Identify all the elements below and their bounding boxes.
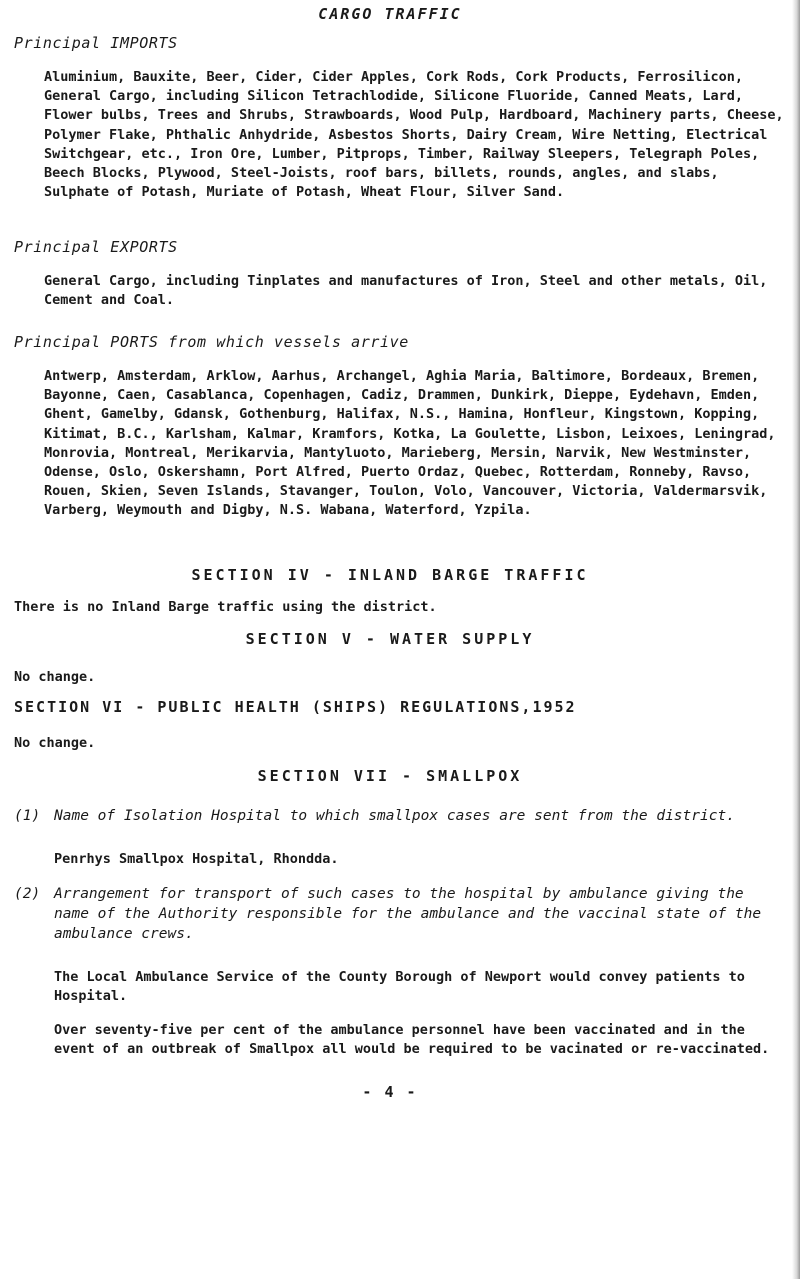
item-question: Arrangement for transport of such cases to the hospital by ambulance giving the name of the Authority responsible for the ambulance and the vaccinal state of the ambulance crews.: [54, 886, 762, 942]
exports-heading: Principal EXPORTS: [14, 238, 178, 256]
item-number: (2): [14, 886, 41, 902]
imports-text: Aluminium, Bauxite, Beer, Cider, Cider Apples, Cork Rods, Cork Products, Ferrosilicon, General Cargo, including Silicon Tetrachlodide, Silicone Fluoride, Canned Meats, Lard, Flower bulbs, Trees and Shrubs, Strawboards, Wood Pulp, Hardboard, Machinery parts, Cheese, Polymer Flake, Phthalic Anhydride, Asbestos Shorts, Dairy Cream, Wire Netting, Electrical Switchgear, etc., Iron Ore, Lumber, Pitprops, Timber, Railway Sleepers, Telegraph Poles, Beech Blocks, Plywood, Steel-Joists, roof bars, billets, rounds, angles, and slabs, Sulphate of Potash, Muriate of Potash, Wheat Flour, Silver Sand.: [44, 69, 784, 201]
imports-heading: Principal IMPORTS: [14, 34, 178, 52]
section-iv-text: There is no Inland Barge traffic using the district.: [14, 599, 437, 615]
section-vi-text: No change.: [14, 735, 96, 751]
section-v-text: No change.: [14, 669, 96, 685]
section-vi-heading: SECTION VI - PUBLIC HEALTH (SHIPS) REGULATIONS,1952: [14, 698, 577, 716]
item-2-answer-1: The Local Ambulance Service of the County Borough of Newport would convey patients to Hospital.: [54, 969, 745, 1005]
section-v-heading: SECTION V - WATER SUPPLY: [245, 630, 535, 648]
item-number: (1): [14, 808, 41, 824]
page-title: CARGO TRAFFIC: [318, 5, 462, 23]
page-number: - 4 -: [362, 1083, 418, 1101]
ports-text: Antwerp, Amsterdam, Arklow, Aarhus, Archangel, Aghia Maria, Baltimore, Bordeaux, Bremen, Bayonne, Caen, Casablanca, Copenhagen, Cadiz, Drammen, Dunkirk, Dieppe, Eydehavn, Emden, Ghent, Gamelby, Gdansk, Gothenburg, Halifax, N.S., Hamina, Honfleur, Kingstown, Kopping, Kitimat, B.C., Karlsham, Kalmar, Kramfors, Kotka, La Goulette, Lisbon, Leixoes, Leningrad, Monrovia, Montreal, Merikarvia, Mantyluoto, Marieberg, Mersin, Narvik, New Westminster, Odense, Oslo, Oskershamn, Port Alfred, Puerto Ordaz, Quebec, Rotterdam, Ronneby, Ravso, Rouen, Skien, Seven Islands, Stavanger, Toulon, Volo, Vancouver, Victoria, Valdermarsvik, Varberg, Weymouth and Digby, N.S. Wabana, Waterford, Yzpila.: [44, 368, 776, 519]
ports-heading: Principal PORTS from which vessels arrive: [14, 333, 409, 351]
item-question: Name of Isolation Hospital to which smallpox cases are sent from the district.: [54, 808, 735, 824]
item-1-answer: Penrhys Smallpox Hospital, Rhondda.: [54, 851, 339, 867]
item-2-answer-2: Over seventy-five per cent of the ambulance personnel have been vaccinated and in the event of an outbreak of Smallpox all would be required to be vacinated or re-vaccinated.: [54, 1022, 770, 1058]
page-edge-shadow: [792, 0, 800, 1279]
section-vii-heading: SECTION VII - SMALLPOX: [257, 767, 523, 785]
exports-text: General Cargo, including Tinplates and manufactures of Iron, Steel and other metals, Oil, Cement and Coal.: [44, 273, 768, 309]
section-iv-heading: SECTION IV - INLAND BARGE TRAFFIC: [191, 566, 589, 584]
